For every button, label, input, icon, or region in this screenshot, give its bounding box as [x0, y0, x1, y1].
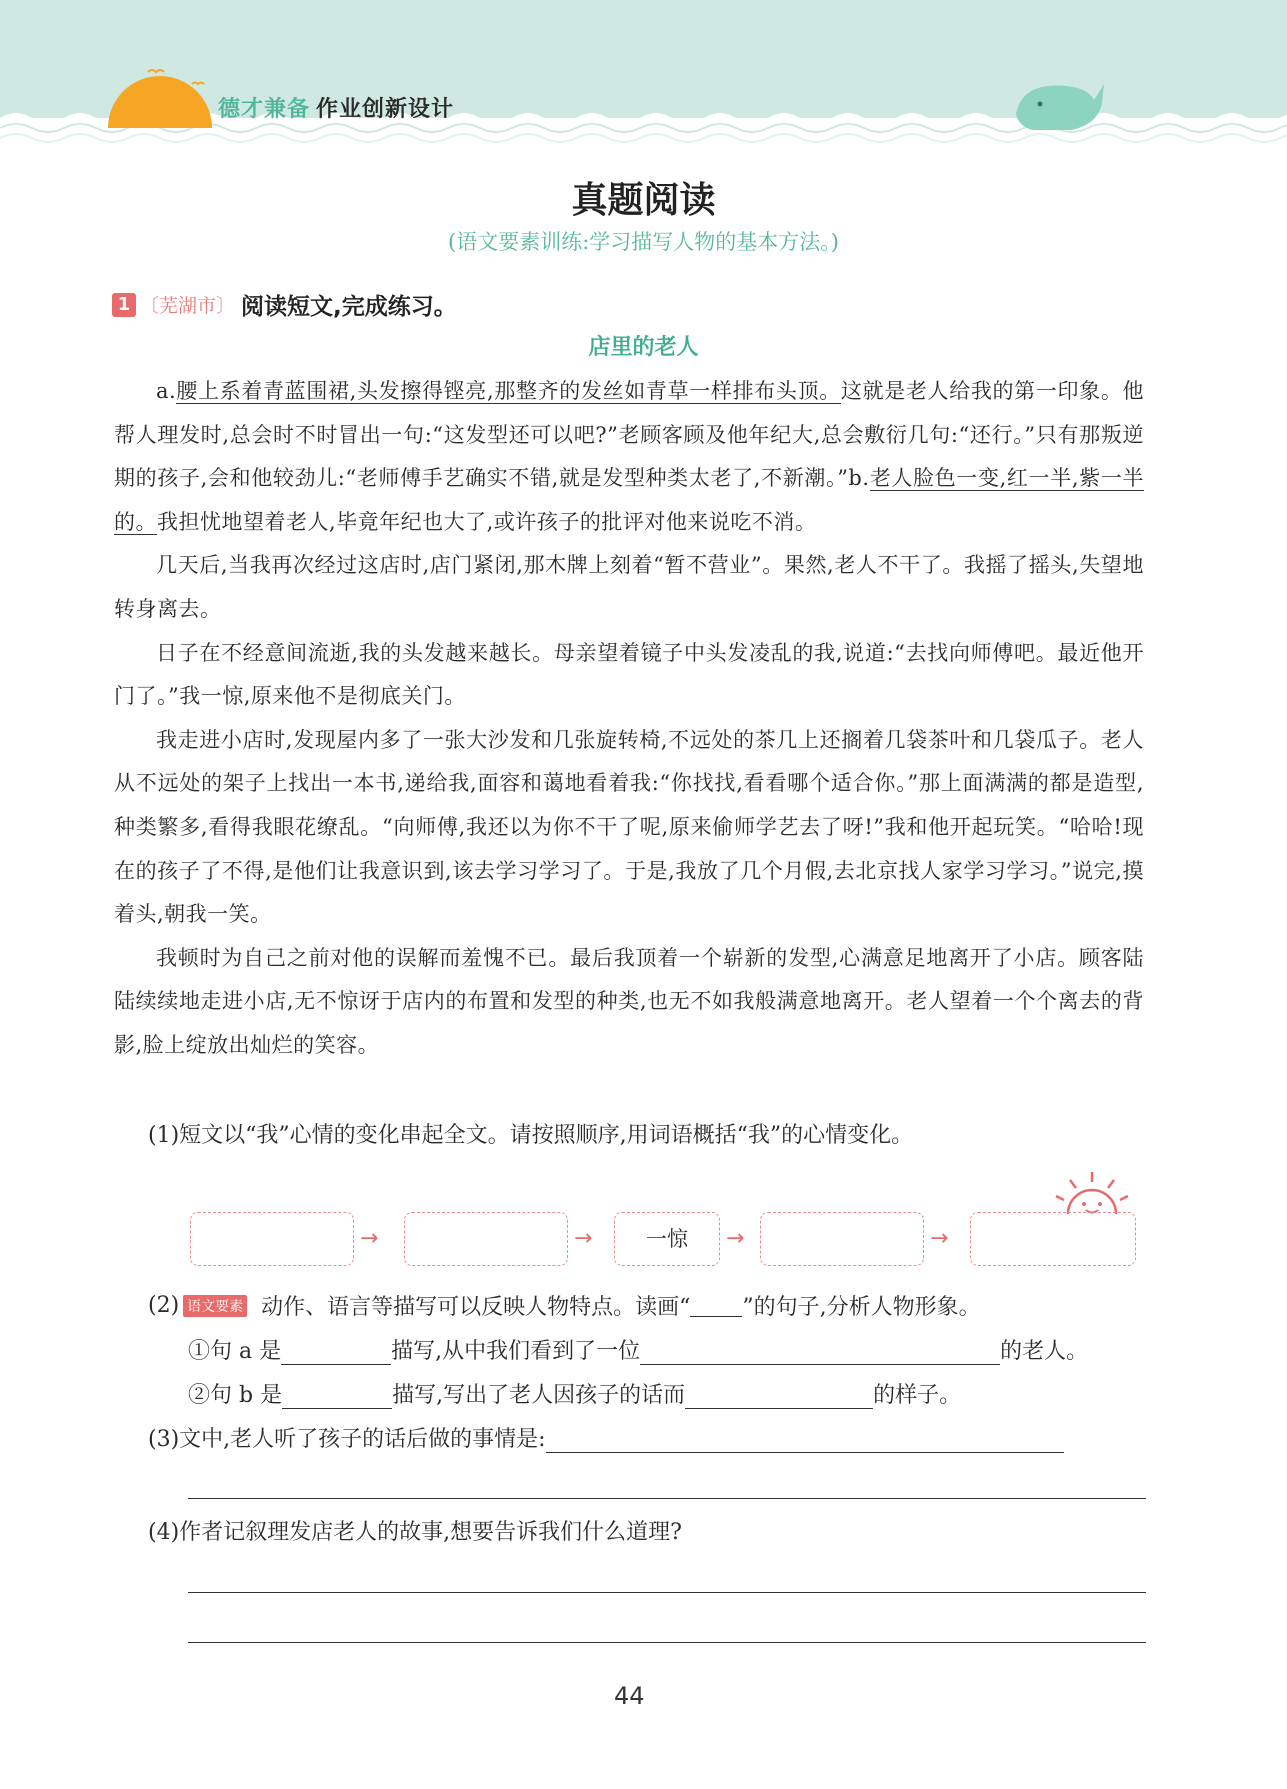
- question-2-text-after: ”的句子,分析人物形象。: [742, 1295, 981, 1320]
- passage-paragraph-1: [114, 370, 1144, 544]
- answer-blank-4[interactable]: [685, 1386, 873, 1409]
- question-number: 1: [112, 293, 136, 317]
- question-4-text: (4)作者记叙理发店老人的故事,想要告诉我们什么道理?: [148, 1520, 682, 1545]
- answer-line-q4-1[interactable]: [188, 1592, 1146, 1593]
- passage-title: 店里的老人: [588, 335, 699, 360]
- sentence-a-label: a.: [156, 379, 177, 403]
- page-number: 44: [614, 1682, 645, 1710]
- passage-paragraph-4: 我走进小店时,发现屋内多了一张大沙发和几张旋转椅,不远处的茶几上还搁着几袋茶叶和几袋瓜子。老人从不远处的架子上找出一本书,递给我,面容和蔼地看着我:“你找找,看看哪个适合你。”那上面满满的都是造型,种类繁多,看得我眼花缭乱。“向师傅,我还以为你不干了呢,原来偷师学艺去了呀!”我和他开起玩笑。“哈哈!现在的孩子了不得,是他们让我意识到,该去学习学习了。于是,我放了几个月假,去北京找人家学习学习。”说完,摸着头,朝我一笑。: [114, 727, 1144, 927]
- question-2-number: (2): [148, 1293, 180, 1318]
- passage-paragraph-5: 我顿时为自己之前对他的误解而羞愧不已。最后我顶着一个崭新的发型,心满意足地离开了小店。顾客陆陆续续地走进小店,无不惊讶于店内的布置和发型的种类,也无不如我般满意地离开。老人望着一个个离去的背影,脸上绽放出灿烂的笑容。: [114, 945, 1144, 1057]
- answer-blank-2[interactable]: [640, 1342, 1000, 1365]
- question-3-text: (3)文中,老人听了孩子的话后做的事情是:: [148, 1427, 546, 1452]
- brand-highlight: 德才兼备: [218, 97, 311, 122]
- page-number-badge: [598, 1670, 668, 1730]
- mood-box-4[interactable]: [760, 1212, 924, 1266]
- answer-line-q4-2[interactable]: [188, 1642, 1146, 1643]
- sub-2-part-a: ②句 b 是: [188, 1383, 283, 1408]
- mood-box-1[interactable]: [190, 1212, 354, 1266]
- mood-box-2[interactable]: [404, 1212, 568, 1266]
- sub-2-part-b: 描写,写出了老人因孩子的话而: [392, 1383, 686, 1408]
- answer-line-q3[interactable]: [188, 1498, 1146, 1499]
- sub-1-part-c: 的老人。: [1000, 1339, 1089, 1364]
- passage-paragraph-3: 日子在不经意间流逝,我的头发越来越长。母亲望着镜子中头发凌乱的我,说道:“去找向师傅吧。最近他开门了。”我一惊,原来他不是彻底关门。: [114, 640, 1144, 709]
- arrow-icon: →: [574, 1226, 593, 1251]
- sentence-a-underlined: 腰上系着青蓝围裙,头发擦得铿亮,那整齐的发丝如青草一样排布头顶。: [176, 379, 841, 403]
- mood-change-flow: [188, 1210, 1138, 1270]
- question-2-text-before: 动作、语言等描写可以反映人物特点。读画“: [261, 1295, 691, 1320]
- sentence-b-underlined: 老人脸色一变,红一半,紫一半的。: [114, 466, 1144, 534]
- brand-title: [218, 92, 454, 123]
- sub-1-part-a: ①句 a 是: [188, 1339, 282, 1364]
- sub-1-part-b: 描写,从中我们看到了一位: [391, 1339, 641, 1364]
- mood-box-3: 一惊: [614, 1212, 720, 1266]
- sub-2-part-c: 的样子。: [873, 1383, 962, 1408]
- question-2-sub-2: [188, 1378, 961, 1409]
- arrow-icon: →: [360, 1226, 379, 1251]
- page-title: 真题阅读: [571, 180, 716, 221]
- answer-blank-1[interactable]: [281, 1342, 391, 1365]
- question-2-sub-1: [188, 1334, 1088, 1365]
- question-1-text: (1)短文以“我”心情的变化串起全文。请按照顺序,用词语概括“我”的心情变化。: [148, 1123, 914, 1148]
- answer-line-q3-inline[interactable]: [546, 1430, 1064, 1453]
- page-subtitle: (语文要素训练:学习描写人物的基本方法。): [448, 230, 839, 254]
- passage-paragraph-2: 几天后,当我再次经过这店时,店门紧闭,那木牌上刻着“暂不营业”。果然,老人不干了。我摇了摇头,失望地转身离去。: [114, 553, 1144, 621]
- reading-passage: [114, 370, 1144, 1068]
- underline-sample: [690, 1294, 742, 1317]
- question-header: [112, 288, 457, 321]
- answer-blank-3[interactable]: [282, 1386, 392, 1409]
- question-3: [148, 1422, 1064, 1453]
- brand-rest: 作业创新设计: [316, 97, 455, 122]
- question-instruction: 阅读短文,完成练习。: [241, 294, 457, 320]
- arrow-icon: →: [726, 1226, 745, 1251]
- sun-icon: [104, 58, 214, 130]
- paragraph-1-middle: 这就是老人给我的第一印象。他帮人理发时,总会时不时冒出一句:“这发型还可以吧?”老顾客顾及他年纪大,总会敷衍几句:“还行。”只有那叛逆期的孩子,会和他较劲儿:“老师傅手艺确实不错,就是发型种类太老了,不新潮。”b.: [114, 379, 1144, 491]
- arrow-icon: →: [930, 1226, 949, 1251]
- question-2: [148, 1290, 981, 1321]
- page-header: [0, 0, 1287, 160]
- paragraph-1-end: 我担忧地望着老人,毕竟年纪也大了,或许孩子的批评对他来说吃不消。: [157, 509, 817, 534]
- language-element-tag: 语文要素: [183, 1295, 247, 1317]
- question-source: 〔芜湖市〕: [140, 295, 236, 317]
- whale-icon: [1010, 74, 1110, 130]
- mood-box-5[interactable]: [970, 1212, 1136, 1266]
